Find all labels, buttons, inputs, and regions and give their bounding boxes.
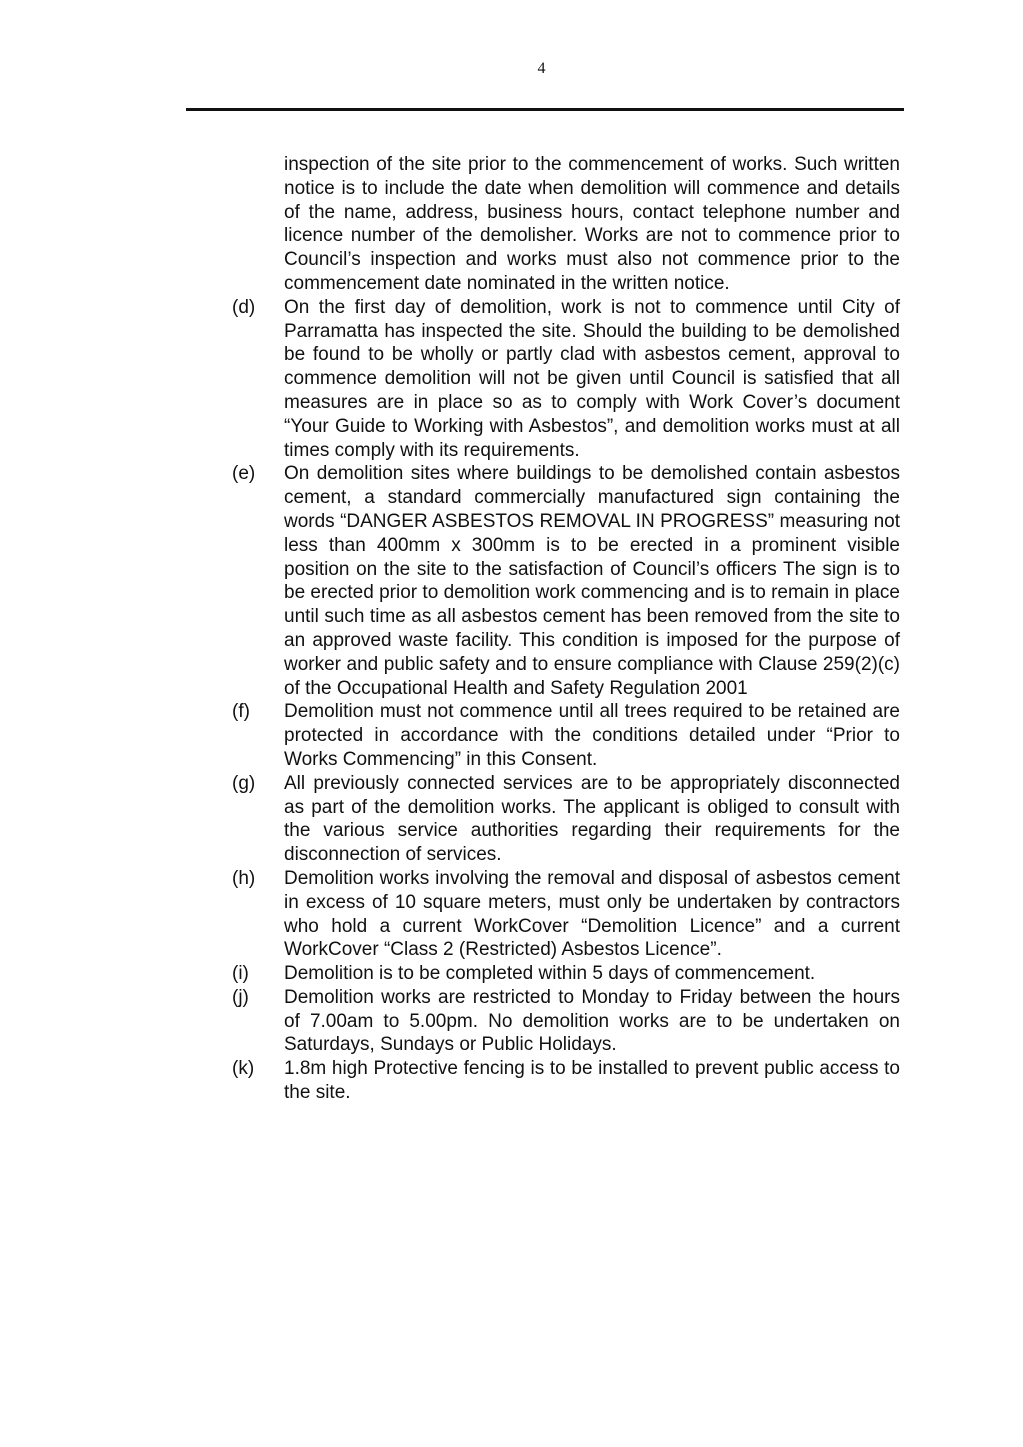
item-text: All previously connected services are to be appropriately disconnected as part of the demolition works. The applicant is obliged to consult with the various service authorities regarding their requirements for the disconnection of services. <box>284 772 900 866</box>
page-number: 4 <box>537 60 546 77</box>
item-text: Demolition must not commence until all trees required to be retained are protected in accordance with the conditions detailed under “Prior to Works Commencing” in this Consent. <box>284 701 900 770</box>
item-label: (k) <box>232 1058 255 1080</box>
intro-text: inspection of the site prior to the commencement of works. Such written notice is to include the date when demolition will commence and details of the name, address, business hours, contact telephone number and licence number of the demolisher. Works are not to commence prior to Council’s inspection and works must also not commence prior to the commencement date nominated in the written notice. <box>284 154 900 294</box>
condition-item-e <box>232 462 900 700</box>
item-text: Demolition is to be completed within 5 days of commencement. <box>284 963 816 985</box>
condition-item-g <box>232 772 900 867</box>
item-text: On the first day of demolition, work is not to commence until City of Parramatta has inspected the site. Should the building to be demolished be found to be wholly or partly clad with asbestos cement, approval to commence demolition will not be given until Council is satisfied that all measures are in place so as to comply with Work Cover’s document “Your Guide to Working with Asbestos”, and demolition works must at all times comply with its requirements. <box>284 296 900 461</box>
item-label: (e) <box>232 463 256 485</box>
condition-item-k <box>232 1057 900 1105</box>
condition-item-h <box>232 867 900 962</box>
item-text: On demolition sites where buildings to be demolished contain asbestos cement, a standard commercially manufactured sign containing the words “DANGER ASBESTOS REMOVAL IN PROGRESS” measuring not less than 400mm x 300mm is to be erected in a prominent visible position on the site to the satisfaction of Council’s officers The sign is to be erected prior to demolition work commencing and is to remain in place until such time as all asbestos cement has been removed from the site to an approved waste facility. This condition is imposed for the purpose of worker and public safety and to ensure compliance with Clause 259(2)(c) of the Occupational Health and Safety Regulation 2001 <box>284 463 900 699</box>
item-label: (g) <box>232 772 256 794</box>
item-label: (d) <box>232 296 256 318</box>
item-label: (i) <box>232 963 249 985</box>
intro-paragraph <box>232 153 900 296</box>
header-rule <box>186 108 904 111</box>
item-label: (f) <box>232 701 250 723</box>
item-text: 1.8m high Protective fencing is to be installed to prevent public access to the site. <box>284 1058 900 1104</box>
condition-item-i <box>232 962 900 986</box>
condition-item-j <box>232 986 900 1057</box>
item-label: (h) <box>232 867 256 889</box>
condition-item-d <box>232 296 900 463</box>
condition-item-f <box>232 700 900 771</box>
item-text: Demolition works are restricted to Monday to Friday between the hours of 7.00am to 5.00pm. No demolition works are to be undertaken on Saturdays, Sundays or Public Holidays. <box>284 986 900 1056</box>
item-label: (j) <box>232 986 249 1008</box>
item-text: Demolition works involving the removal and disposal of asbestos cement in excess of 10 square meters, must only be undertaken by contractors who hold a current WorkCover “Demolition Licence” and a current WorkCover “Class 2 (Restricted) Asbestos Licence”. <box>284 867 900 961</box>
document-body <box>232 153 900 1105</box>
